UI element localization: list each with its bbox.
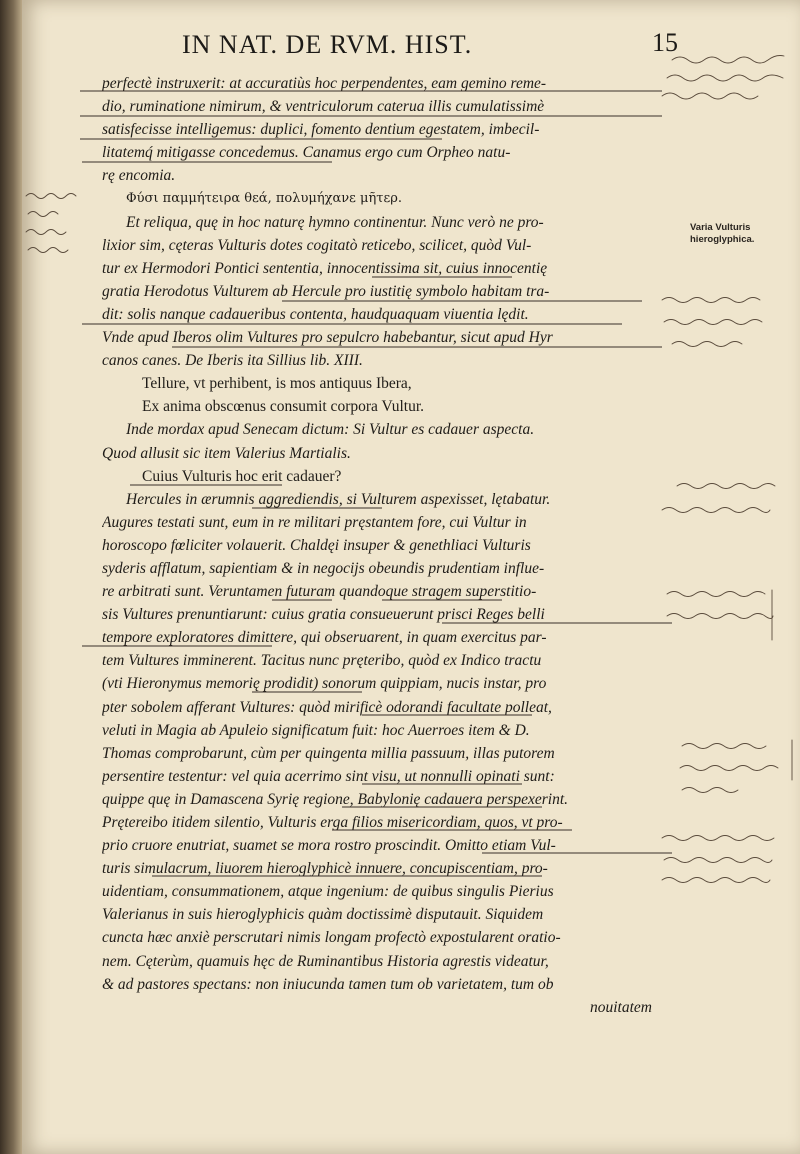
- verse-line: Cuius Vulturis hoc erit cadauer?: [142, 467, 342, 485]
- text-line: uidentiam, consummationem, atque ingenium: de quibus singulis Pierius: [102, 883, 554, 901]
- ink-scribble: [662, 836, 774, 841]
- ink-scribble: [667, 75, 783, 81]
- binding-gutter: [0, 0, 22, 1154]
- text-line: tem Vultures imminerent. Tacitus nunc pręteribo, quòd ex Indico tractu: [102, 652, 542, 670]
- text-line: pter sobolem afferant Vultures: quòd mirificè odorandi facultate polleat,: [102, 698, 552, 716]
- text-line: gratia Herodotus Vulturem ab Hercule pro iustitię symbolo habitam tra-: [102, 282, 550, 300]
- text-line: dit: solis nanque cadaueribus contenta, haudquaquam viuentia lędit.: [102, 305, 529, 323]
- text-line: Et reliqua, quę in hoc naturę hymno continentur. Nunc verò ne pro-: [126, 213, 544, 231]
- text-line: perfectè instruxerit: at accuratiùs hoc perpendentes, eam gemino reme-: [102, 75, 547, 92]
- text-line: tempore exploratores dimittere, qui obseruarent, in quam exercitus par-: [102, 629, 547, 647]
- ink-scribble: [682, 788, 738, 793]
- ink-scribble: [667, 592, 765, 597]
- text-line: Quod allusit sic item Valerius Martialis.: [102, 444, 351, 462]
- text-line: Hercules in ærumnis aggrediendis, si Vulturem aspexisset, lętabatur.: [126, 490, 551, 508]
- text-line: re arbitrati sunt. Veruntamen futuram quandoque stragem superstitio-: [102, 583, 537, 601]
- text-line: Vnde apud Iberos olim Vultures pro sepulcro habebantur, sicut apud Hyr: [102, 329, 553, 347]
- text-line: prio cruore enutriat, suamet se mora rostro proscindit. Omitto etiam Vul-: [102, 837, 556, 855]
- text-line: Inde mordax apud Senecam dictum: Si Vultur es cadauer aspecta.: [126, 421, 535, 439]
- text-line: horoscopo fœliciter volauerit. Chaldęi insuper & genethliaci Vulturis: [102, 536, 531, 554]
- text-line: Thomas comprobarunt, cùm per quingenta millia passuum, illas putorem: [102, 744, 555, 762]
- text-line: Valerianus in suis hieroglyphicis quàm doctissimè disputauit. Siquidem: [102, 906, 544, 924]
- text-line: veluti in Magia ab Apuleio significatum fuit: hoc Auerroes item & D.: [102, 721, 530, 739]
- text-line: (vti Hieronymus memorię prodidit) sonorum quippiam, nucis instar, pro: [102, 675, 547, 693]
- ink-scribble: [667, 614, 773, 619]
- verse-line: Ex anima obscœnus consumit corpora Vultur.: [142, 398, 425, 416]
- verse-line: Tellure, vt perhibent, is mos antiquus Ibera,: [142, 375, 412, 393]
- text-line: canos canes. De Iberis ita Sillius lib. XIII.: [102, 352, 363, 370]
- text-line: satisfecisse intelligemus: duplici, fomento dentium egestatem, imbecil-: [102, 121, 540, 139]
- ink-scribble: [677, 484, 775, 489]
- ink-scribble: [664, 858, 772, 863]
- ink-scribble: [26, 230, 66, 235]
- catchword: nouitatem: [590, 998, 652, 1016]
- ink-scribble: [662, 878, 770, 883]
- ink-scribble: [28, 212, 58, 217]
- text-line: litatemq́ mitigasse concedemus. Canamus ergo cum Orpheo natu-: [102, 144, 511, 162]
- text-line: rę encomia.: [102, 167, 176, 185]
- text-line: quippe quę in Damascena Syrię regione, Babylonię cadauera perspexerint.: [102, 790, 569, 808]
- text-line: & ad pastores spectans: non iniucunda tamen tum ob varietatem, tum ob: [102, 975, 554, 993]
- text-line: turis simulacrum, liuorem hieroglyphicè innuere, concupiscentiam, pro-: [102, 860, 548, 878]
- page-number: 15: [652, 28, 678, 57]
- ink-scribble: [26, 194, 76, 199]
- text-line: persentire testentur: vel quia acerrimo sint visu, ut nonnulli opinati sunt:: [102, 767, 555, 785]
- ink-scribble: [672, 56, 784, 64]
- text-line: Prętereibo itidem silentio, Vulturis erga filios misericordiam, quos, vt pro-: [102, 814, 563, 831]
- ink-scribble: [662, 508, 770, 513]
- printed-margin-note: Varia Vulturis hieroglyphica.: [690, 222, 755, 245]
- ink-scribble: [664, 320, 762, 325]
- book-page: [22, 0, 800, 1154]
- greek-verse-line: Φύσι παμμήτειρα θεά, πολυμήχανε μῆτερ.: [126, 191, 402, 207]
- ink-scribble: [682, 744, 766, 749]
- text-line: Augures testati sunt, eum in re militari pręstantem fore, cui Vultur in: [102, 513, 527, 531]
- ink-scribble: [672, 342, 742, 347]
- text-line: sis Vultures prenuntiarunt: cuius gratia consueuerunt prisci Reges belli: [102, 606, 545, 624]
- text-line: cuncta hæc anxiè perscrutari nimis longam profectò expostularent oratio-: [102, 929, 561, 947]
- text-line: dio, ruminatione nimirum, & ventriculorum caterua illis cumulatissimè: [102, 98, 545, 116]
- text-line: nem. Cęterùm, quamuis hęc de Ruminantibus Historia agrestis videatur,: [102, 952, 549, 970]
- text-line: lixior sim, cęteras Vulturis dotes cogitatò reticebo, scilicet, quòd Vul-: [102, 236, 532, 254]
- text-line: syderis afflatum, sapientiam & in negocijs obeundis prudentiam influe-: [102, 559, 545, 577]
- body-text: [102, 72, 677, 1019]
- running-title: IN NAT. DE RVM. HIST.: [182, 30, 473, 59]
- text-line: tur ex Hermodori Pontici sententia, innocentissima sit, cuius innocentię: [102, 259, 548, 277]
- ink-scribble: [680, 766, 778, 771]
- ink-scribble: [28, 248, 68, 253]
